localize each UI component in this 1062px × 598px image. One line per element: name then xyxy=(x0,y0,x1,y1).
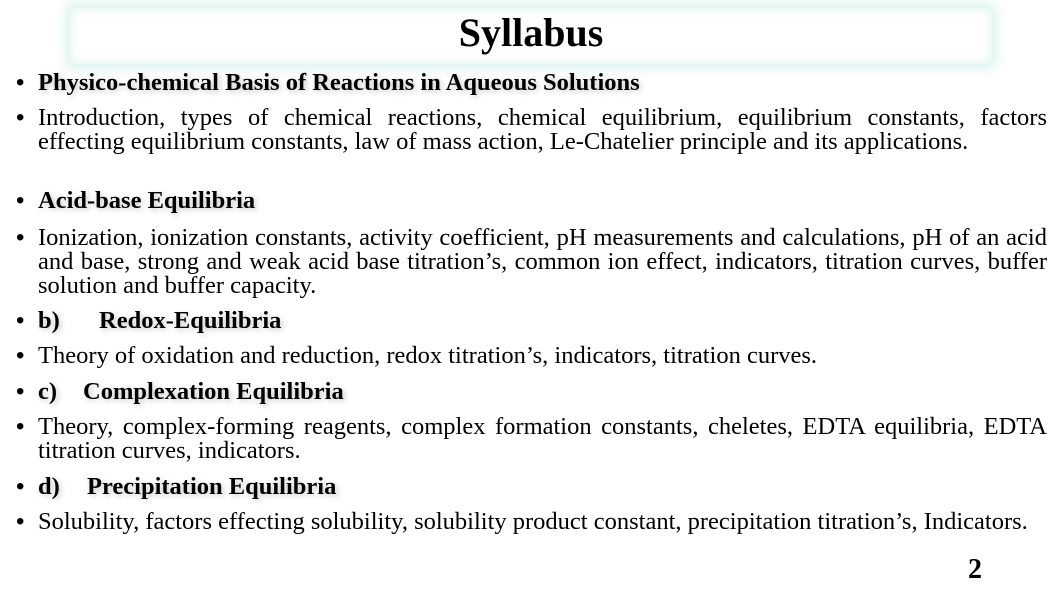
heading-text: Acid-base Equilibria xyxy=(38,187,256,214)
heading-text-wrapper xyxy=(38,475,1047,499)
heading-prefix: d) xyxy=(38,473,60,500)
topic-text: Introduction, types of chemical reactions, chemical equilibrium, equilibrium constants, factors effecting equilibrium constants, law of mass action, Le-Chatelier principle and its applications. xyxy=(38,104,1047,155)
page-number: 2 xyxy=(968,554,982,585)
heading-text: Redox-Equilibria xyxy=(99,307,282,334)
heading-text-wrapper xyxy=(38,309,1047,333)
topic-text: Theory of oxidation and reduction, redox titration’s, indicators, titration curves. xyxy=(38,342,818,369)
heading-text: Complexation Equilibria xyxy=(83,378,344,405)
topic-text: Ionization, ionization constants, activity coefficient, pH measurements and calculations, pH of an acid and base, strong and weak acid base titration’s, common ion effect, indicators, titration curves, buffer solution and buffer capacity. xyxy=(38,224,1047,299)
bullet-icon: • xyxy=(16,508,25,535)
bullet-icon: • xyxy=(16,413,25,440)
topic-text: Theory, complex-forming reagents, complex formation constants, cheletes, EDTA equilibria, EDTA titration curves, indicators. xyxy=(38,413,1047,464)
bullet-icon: • xyxy=(16,473,25,500)
bullet-icon: • xyxy=(16,378,25,405)
heading-prefix: c) xyxy=(38,378,58,405)
heading-text: Precipitation Equilibria xyxy=(87,473,337,500)
bullet-icon: • xyxy=(16,104,25,131)
heading-text: Physico-chemical Basis of Reactions in Aqueous Solutions xyxy=(38,69,640,96)
heading-prefix: b) xyxy=(38,307,60,334)
bullet-icon: • xyxy=(16,224,25,251)
heading-text-wrapper xyxy=(38,380,1047,404)
bullet-icon: • xyxy=(16,187,25,214)
topic-text: Solubility, factors effecting solubility, solubility product constant, precipitation titration’s, Indicators. xyxy=(38,508,1028,535)
bullet-icon: • xyxy=(16,69,25,96)
bullet-icon: • xyxy=(16,307,25,334)
slide-title: Syllabus xyxy=(458,10,604,55)
bullet-icon: • xyxy=(16,342,25,369)
